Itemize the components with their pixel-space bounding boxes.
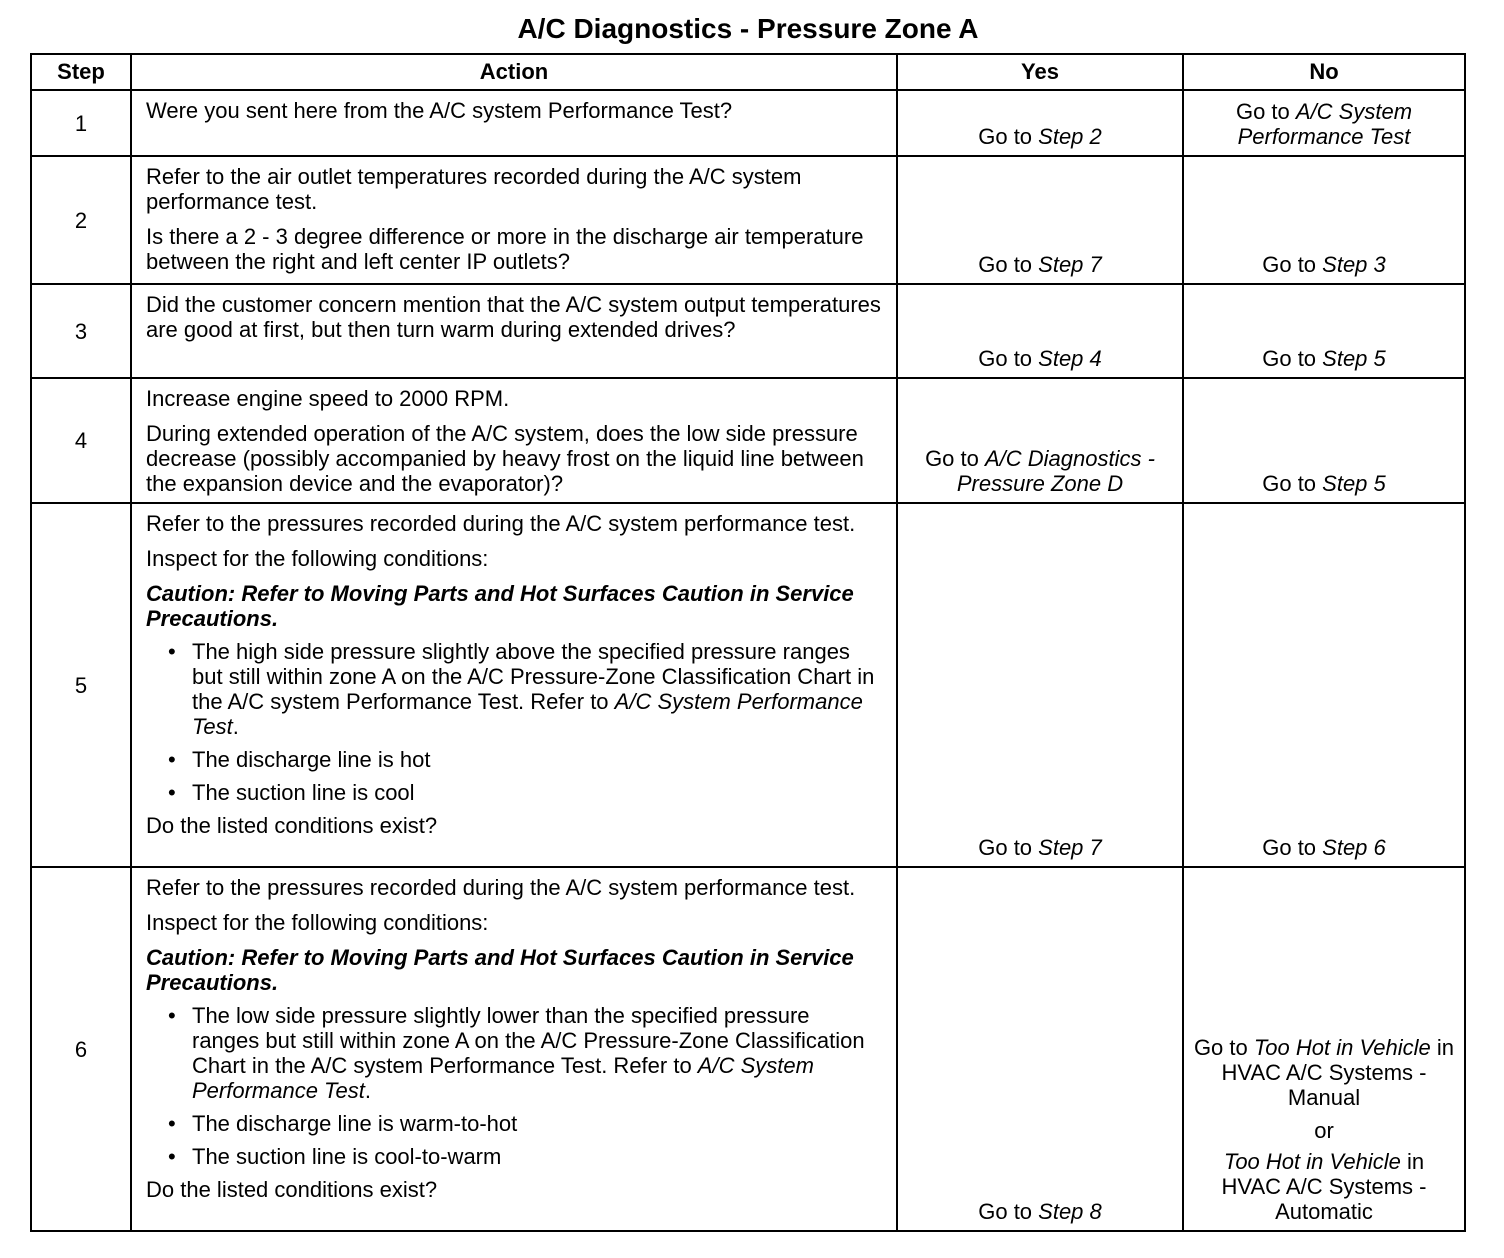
no-cell (1183, 503, 1465, 867)
list-item: • The discharge line is hot (192, 747, 882, 772)
action-text: Refer to the pressures recorded during the A/C system performance test. (146, 875, 856, 900)
no-cell (1183, 284, 1465, 378)
action-cell (131, 284, 897, 378)
yes-link[interactable]: Step 7 (1038, 252, 1102, 277)
yes-link[interactable]: Step 7 (1038, 835, 1102, 860)
table-row (31, 503, 1465, 867)
table-row (31, 284, 1465, 378)
caution-note: Caution: Refer to Moving Parts and Hot Surfaces Caution in Service Precautions. (146, 945, 854, 995)
condition-text: The high side pressure slightly above the specified pressure ranges but still within zone A on the A/C Pressure-Zone Classification Chart in the A/C system Performance Test. Refer to (192, 639, 875, 714)
table-row (31, 90, 1465, 156)
no-link[interactable]: Too Hot in Vehicle (1253, 1035, 1431, 1060)
header-step: Step (31, 54, 131, 90)
no-prefix: Go to (1235, 99, 1296, 124)
page-title: A/C Diagnostics - Pressure Zone A (517, 13, 979, 44)
list-item: • The discharge line is warm-to-hot (192, 1111, 882, 1136)
yes-prefix: Go to (978, 835, 1039, 860)
no-link[interactable]: Too Hot in Vehicle (1223, 1149, 1401, 1174)
yes-cell (897, 90, 1183, 156)
yes-prefix: Go to (978, 346, 1039, 371)
action-question: During extended operation of the A/C system, does the low side pressure decrease (possibly accompanied by heavy frost on the liquid line between the expansion device and the evaporator)? (146, 421, 864, 496)
table-row (31, 156, 1465, 284)
action-instruction: Inspect for the following conditions: (146, 546, 489, 571)
header-no: No (1183, 54, 1465, 90)
no-link[interactable]: Step 3 (1322, 252, 1386, 277)
action-cell (131, 867, 897, 1231)
header-action: Action (131, 54, 897, 90)
list-item: • The suction line is cool-to-warm (192, 1144, 882, 1169)
step-number: 4 (31, 378, 131, 503)
caution-text: Caution: Refer to Moving Parts and Hot Surfaces Caution in Service Precautions (146, 945, 854, 995)
condition-list (146, 639, 882, 805)
no-prefix: Go to (1262, 252, 1323, 277)
reference-link[interactable]: A/C System Performance Test (192, 1053, 814, 1103)
no-suffix: in HVAC A/C Systems - Manual (1221, 1035, 1455, 1110)
header-yes: Yes (897, 54, 1183, 90)
action-cell (131, 156, 897, 284)
condition-list (146, 1003, 882, 1169)
diagnostic-table (30, 53, 1466, 1232)
no-prefix: Go to (1262, 471, 1323, 496)
yes-prefix: Go to (925, 446, 985, 471)
header-row (31, 54, 1465, 90)
list-item: • The high side pressure slightly above the specified pressure ranges but still within zone A on the A/C Pressure-Zone Classification Chart in the A/C system Performance Test. Refer to A/C System Performance Test. (192, 639, 882, 739)
yes-prefix: Go to (978, 252, 1039, 277)
no-link[interactable]: A/C System Performance Test (1237, 99, 1413, 149)
action-text: Increase engine speed to 2000 RPM. (146, 386, 510, 411)
no-suffix: in HVAC A/C Systems - Automatic (1221, 1149, 1427, 1224)
yes-link[interactable]: Step 4 (1038, 346, 1102, 371)
condition-text: The low side pressure slightly lower than the specified pressure ranges but still within zone A on the A/C Pressure-Zone Classification Chart in the A/C system Performance Test. Refer to (192, 1003, 865, 1078)
no-prefix: Go to (1262, 835, 1323, 860)
yes-link[interactable]: Step 8 (1038, 1199, 1102, 1224)
yes-link[interactable]: Step 2 (1038, 124, 1102, 149)
action-question: Do the listed conditions exist? (146, 813, 438, 838)
no-prefix: Go to (1262, 346, 1323, 371)
action-text: Refer to the air outlet temperatures recorded during the A/C system performance test. (146, 164, 802, 214)
table-row (31, 867, 1465, 1231)
step-number: 5 (31, 503, 131, 867)
no-cell (1183, 90, 1465, 156)
no-option-automatic (1192, 1149, 1456, 1224)
list-item: • The low side pressure slightly lower than the specified pressure ranges but still within zone A on the A/C Pressure-Zone Classification Chart in the A/C system Performance Test. Refer to A/C System Performance Test. (192, 1003, 882, 1103)
no-link[interactable]: Step 5 (1322, 471, 1386, 496)
action-text: Did the customer concern mention that the A/C system output temperatures are good at first, but then turn warm during extended drives? (146, 292, 881, 342)
action-instruction: Inspect for the following conditions: (146, 910, 489, 935)
yes-cell (897, 284, 1183, 378)
action-question: Do the listed conditions exist? (146, 1177, 438, 1202)
yes-prefix: Go to (978, 1199, 1039, 1224)
step-number: 1 (31, 90, 131, 156)
no-cell (1183, 156, 1465, 284)
step-number: 2 (31, 156, 131, 284)
step-number: 6 (31, 867, 131, 1231)
action-cell (131, 90, 897, 156)
action-text: Were you sent here from the A/C system Performance Test? (146, 98, 733, 123)
caution-note: Caution: Refer to Moving Parts and Hot Surfaces Caution in Service Precautions. (146, 581, 854, 631)
yes-cell (897, 867, 1183, 1231)
yes-cell (897, 378, 1183, 503)
action-cell (131, 378, 897, 503)
yes-prefix: Go to (978, 124, 1039, 149)
list-item: • The suction line is cool (192, 780, 882, 805)
reference-link[interactable]: A/C System Performance Test (192, 689, 863, 739)
yes-cell (897, 503, 1183, 867)
action-question: Is there a 2 - 3 degree difference or more in the discharge air temperature between the right and left center IP outlets? (146, 224, 864, 274)
caution-text: Caution: Refer to Moving Parts and Hot Surfaces Caution in Service Precautions (146, 581, 854, 631)
no-option-manual (1192, 1035, 1456, 1110)
no-prefix: Go to (1193, 1035, 1254, 1060)
no-link[interactable]: Step 5 (1322, 346, 1386, 371)
yes-link[interactable]: A/C Diagnostics - Pressure Zone D (956, 446, 1155, 496)
step-number: 3 (31, 284, 131, 378)
no-link[interactable]: Step 6 (1322, 835, 1386, 860)
no-cell (1183, 867, 1465, 1231)
action-cell (131, 503, 897, 867)
action-text: Refer to the pressures recorded during the A/C system performance test. (146, 511, 856, 536)
table-row (31, 378, 1465, 503)
no-cell (1183, 378, 1465, 503)
yes-cell (897, 156, 1183, 284)
no-or-separator: or (1314, 1118, 1334, 1143)
